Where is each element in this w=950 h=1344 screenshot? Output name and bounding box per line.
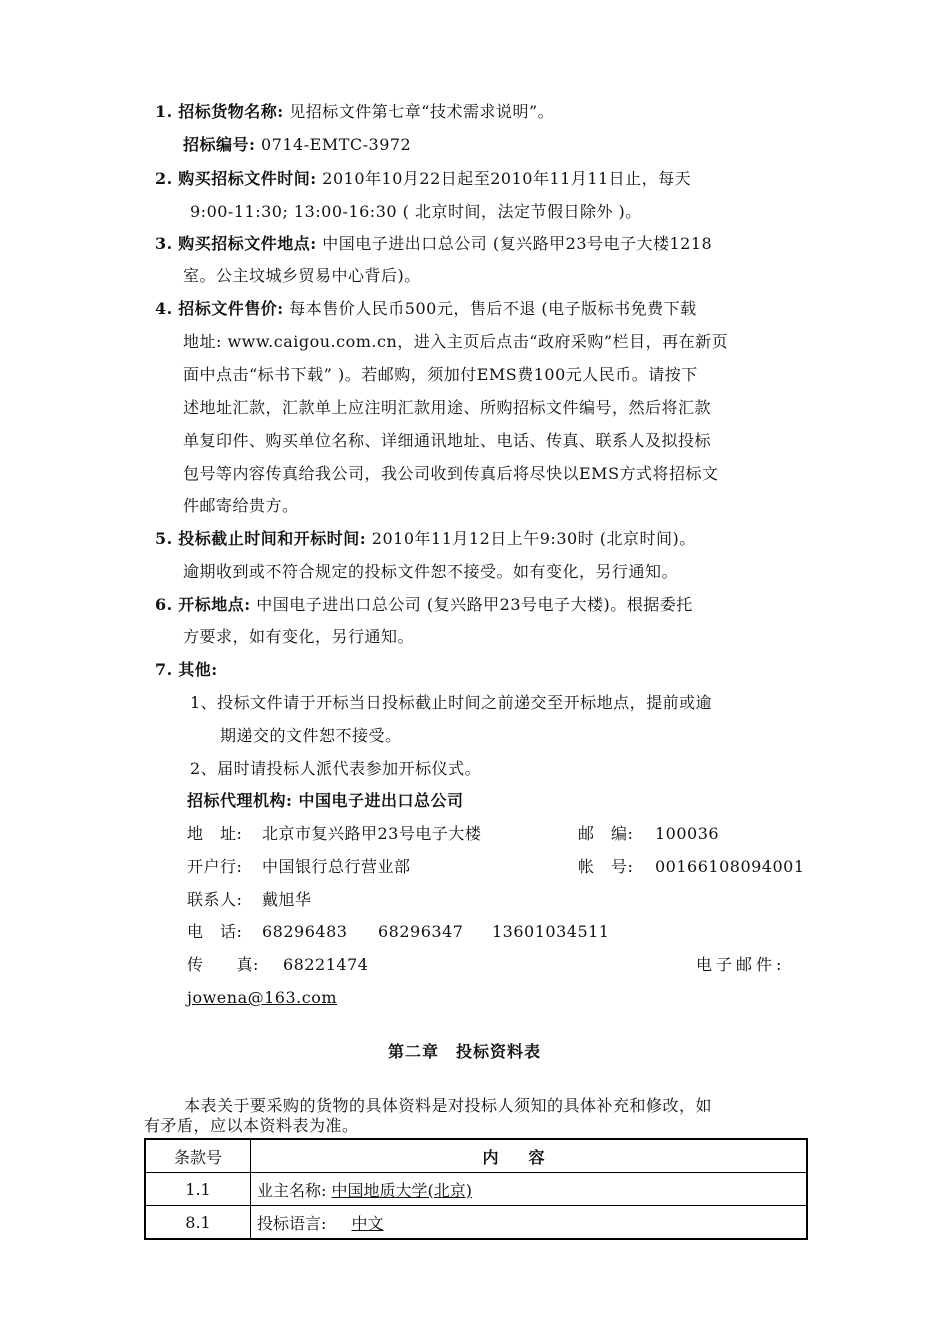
row-clause: 1.1 [145, 1173, 251, 1206]
item-label: 投标截止时间和开标时间: [178, 529, 367, 548]
item-4-cont-1: 地址: www.caigou.com.cn，进入主页后点击“政府采购”栏目，再在新页 [183, 332, 729, 351]
item-number: 3. [155, 234, 173, 253]
item-number: 5. [155, 529, 173, 548]
item-4-cont-3: 述地址汇款，汇款单上应注明汇款用途、所购招标文件编号，然后将汇款 [183, 398, 712, 417]
agency-fax: 68221474 [283, 955, 369, 974]
row-value: 中文 [351, 1213, 384, 1233]
chapter-intro-1: 本表关于要采购的货物的具体资料是对投标人须知的具体补充和修改，如 [184, 1096, 713, 1115]
item-1 [155, 101, 554, 123]
item-5-cont: 逾期收到或不符合规定的投标文件恕不接受。如有变化，另行通知。 [183, 562, 679, 581]
agency-email-link[interactable]: jowena@163.com [187, 988, 337, 1007]
other-sub-1-cont: 期递交的文件恕不接受。 [220, 726, 402, 745]
agency-address-label: 地 址: [187, 824, 243, 843]
agency-account-label: 帐 号: [578, 857, 634, 876]
item-5 [155, 528, 696, 550]
header-clause: 条款号 [145, 1139, 251, 1173]
agency-phone-2: 68296347 [378, 922, 464, 941]
item-7 [155, 659, 218, 681]
item-number: 7. [155, 660, 173, 679]
agency-postcode-label: 邮 编: [578, 824, 634, 843]
row-label: 投标语言: [257, 1213, 327, 1233]
item-number: 4. [155, 299, 173, 318]
item-4-cont-4: 单复印件、购买单位名称、详细通讯地址、电话、传真、联系人及拟投标 [183, 431, 712, 450]
item-6-cont: 方要求，如有变化，另行通知。 [183, 627, 415, 646]
item-label: 购买招标文件地点: [178, 234, 317, 253]
item-number: 1. [155, 102, 173, 121]
agency-email-label: 电子邮件: [696, 955, 786, 974]
item-label: 开标地点: [178, 595, 251, 614]
item-text: 中国电子进出口总公司 (复兴路甲23号电子大楼)。根据委托 [250, 595, 693, 614]
header-content: 内容 [251, 1139, 808, 1173]
item-4-cont-5: 包号等内容传真给我公司，我公司收到传真后将尽快以EMS方式将招标文 [183, 464, 719, 483]
agency-title: 招标代理机构: 中国电子进出口总公司 [187, 791, 464, 810]
item-text: 见招标文件第七章“技术需求说明”。 [283, 102, 555, 121]
other-sub-2: 2、届时请投标人派代表参加开标仪式。 [190, 759, 482, 778]
row-content [251, 1173, 808, 1206]
agency-phone-3: 13601034511 [492, 922, 610, 941]
item-text: 中国电子进出口总公司 (复兴路甲23号电子大楼1218 [316, 234, 713, 253]
item-3 [155, 233, 712, 255]
agency-bank: 中国银行总行营业部 [262, 857, 411, 876]
agency-fax-label: 传 真: [187, 955, 259, 974]
item-label: 购买招标文件时间: [178, 169, 317, 188]
item-label: 其他: [178, 660, 218, 679]
row-content [251, 1206, 808, 1240]
item-4-cont-6: 件邮寄给贵方。 [183, 496, 299, 515]
item-text: 2010年11月12日上午9:30时 (北京时间)。 [366, 529, 696, 548]
agency-bank-label: 开户行: [187, 857, 243, 876]
item-label: 招标文件售价: [178, 299, 284, 318]
agency-phone-1: 68296483 [262, 922, 348, 941]
agency-postcode: 100036 [655, 824, 720, 843]
item-6 [155, 594, 693, 616]
agency-account: 00166108094001 [655, 857, 805, 876]
item-label: 招标货物名称: [178, 102, 284, 121]
other-sub-1: 1、投标文件请于开标当日投标截止时间之前递交至开标地点，提前或逾 [190, 693, 713, 712]
item-number: 2. [155, 169, 173, 188]
chapter-intro-2: 有矛盾，应以本资料表为准。 [144, 1116, 359, 1135]
agency-contact: 戴旭华 [262, 890, 312, 909]
agency-contact-label: 联系人: [187, 890, 243, 909]
table-row [145, 1206, 807, 1240]
agency-phone-label: 电 话: [187, 922, 243, 941]
row-label: 业主名称: [257, 1180, 327, 1200]
data-sheet-table [144, 1138, 808, 1240]
table-row [145, 1173, 807, 1206]
row-value: 中国地质大学(北京) [331, 1180, 472, 1200]
row-clause: 8.1 [145, 1206, 251, 1240]
item-2-cont: 9:00-11:30; 13:00-16:30 ( 北京时间，法定节假日除外 )。 [190, 202, 642, 221]
item-label: 招标编号: [183, 135, 256, 154]
item-bid-number [183, 134, 411, 156]
item-number: 6. [155, 595, 173, 614]
item-text: 2010年10月22日起至2010年11月11日止，每天 [316, 169, 692, 188]
item-text: 每本售价人民币500元，售后不退 (电子版标书免费下载 [283, 299, 697, 318]
item-text: 0714-EMTC-3972 [255, 135, 412, 154]
item-3-cont: 室。公主坟城乡贸易中心背后)。 [183, 266, 421, 285]
agency-address: 北京市复兴路甲23号电子大楼 [262, 824, 482, 843]
item-4-cont-2: 面中点击“标书下载” )。若邮购，须加付EMS费100元人民币。请按下 [183, 365, 698, 384]
item-2 [155, 168, 691, 190]
chapter-title: 第二章 投标资料表 [388, 1042, 542, 1061]
item-4 [155, 298, 697, 320]
table-header-row [145, 1139, 807, 1173]
